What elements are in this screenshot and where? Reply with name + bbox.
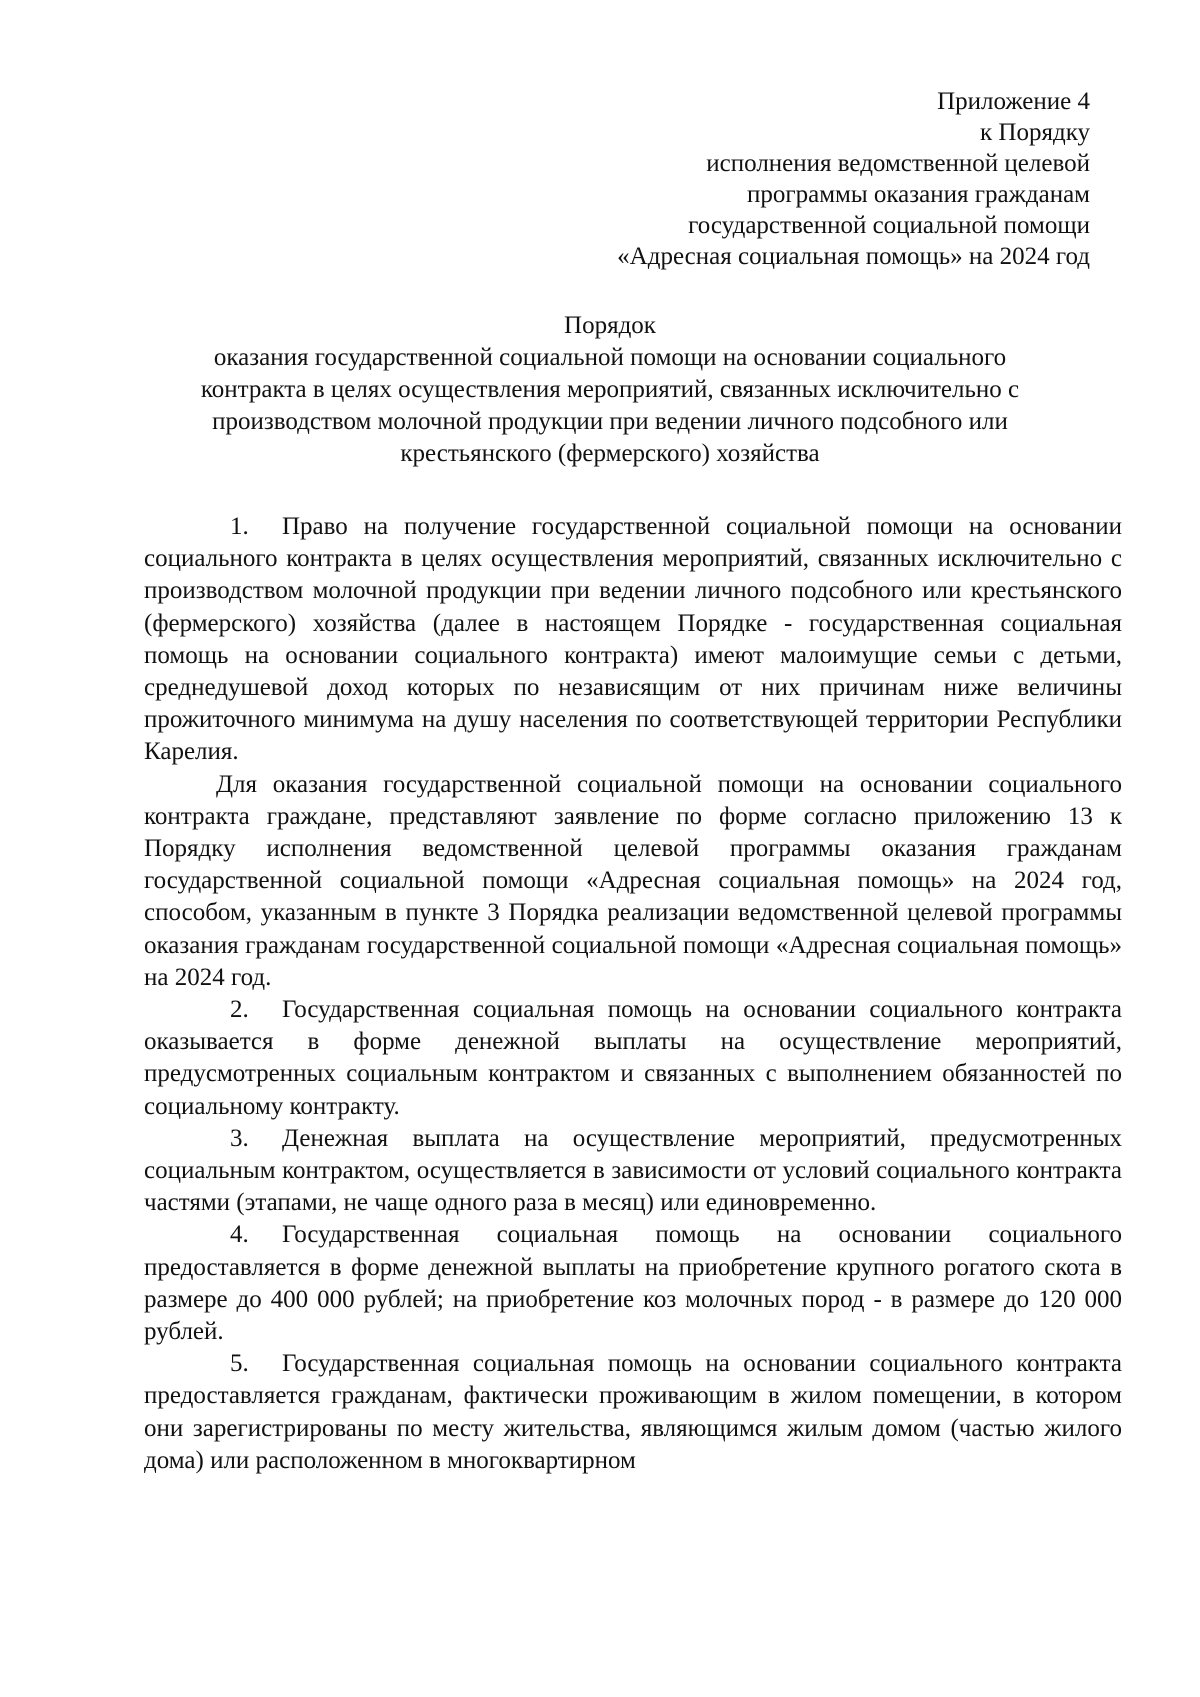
appendix-line: Приложение 4 [937,88,1090,115]
appendix-line: исполнения ведомственной целевой [706,150,1090,177]
title-subtitle: оказания государственной социальной помощи на основании социального контракта в целях осуществления мероприятий, связанных исключительно с производством молочной продукции при ведении личного подсобного или крестьянского (фермерского) хозяйства [200,344,1020,467]
paragraph-2 [144,994,1122,1123]
appendix-header [390,86,1090,272]
paragraph-number: 2. [230,996,249,1024]
appendix-line: государственной социальной помощи [688,212,1090,239]
appendix-line: к Порядку [980,119,1090,146]
paragraph-text: Денежная выплата на осуществление мероприятий, предусмотренных социальным контрактом, осуществляется в зависимости от условий социального контракта частями (этапами, не чаще одного раза в месяц) или единовременно. [144,1124,1122,1217]
document-title [140,310,1080,470]
paragraph-1 [144,511,1122,769]
paragraph-number: 1. [230,513,249,540]
paragraph-text: Право на получение государственной социальной помощи на основании социального контракта в целях осуществления мероприятий, связанных исключительно с производством молочной продукции при ведении личного подсобного или крестьянского (фермерского) хозяйства (далее в настоящем Порядке - государственная социальная помощь на основании социального контракта) имеют малоимущие семьи с детьми, среднедушевой доход которых по независящим от них причинам ниже величины прожиточного минимума на душу населения по соответствующей территории Республики Карелия. [144,513,1122,766]
paragraph-text: Государственная социальная помощь на основании социального предоставляется в форме денежной выплаты на приобретение крупного рогатого скота в размере до 400 000 рублей; на приобретение коз молочных пород - в размере до 120 000 рублей. [144,1221,1122,1346]
paragraph-text: Для оказания государственной социальной помощи на основании социального контракта граждане, представляют заявление по форме согласно приложению 13 к Порядку исполнения ведомственной целевой программы оказания гражданам государственной социальной помощи «Адресная социальная помощь» на 2024 год, способом, указанным в пункте 3 Порядка реализации ведомственной целевой программы оказания гражданам государственной социальной помощи «Адресная социальная помощь» на 2024 год. [144,770,1122,991]
paragraph-number: 3. [230,1124,249,1152]
paragraph-number: 5. [230,1350,249,1378]
document-body [144,511,1122,1477]
appendix-line: «Адресная социальная помощь» на 2024 год [617,243,1090,270]
paragraph-number: 4. [230,1221,249,1249]
paragraph-5 [144,1348,1122,1477]
paragraph-text: Государственная социальная помощь на основании социального контракта оказывается в форме денежной выплаты на осуществление мероприятий, предусмотренных социальным контрактом и связанных с выполнением обязанностей по социальному контракту. [144,996,1122,1120]
appendix-line: программы оказания гражданам [747,181,1090,208]
paragraph-text: Государственная социальная помощь на основании социального контракта предоставляется гражданам, фактически проживающим в жилом помещении, в котором они зарегистрированы по месту жительства, являющимся жилым домом (частью жилого дома) или расположенном в многоквартирном [144,1350,1122,1474]
title-heading: Порядок [564,312,656,339]
paragraph-3 [144,1123,1122,1220]
paragraph-4 [144,1219,1122,1348]
paragraph-1-continued [144,769,1122,994]
